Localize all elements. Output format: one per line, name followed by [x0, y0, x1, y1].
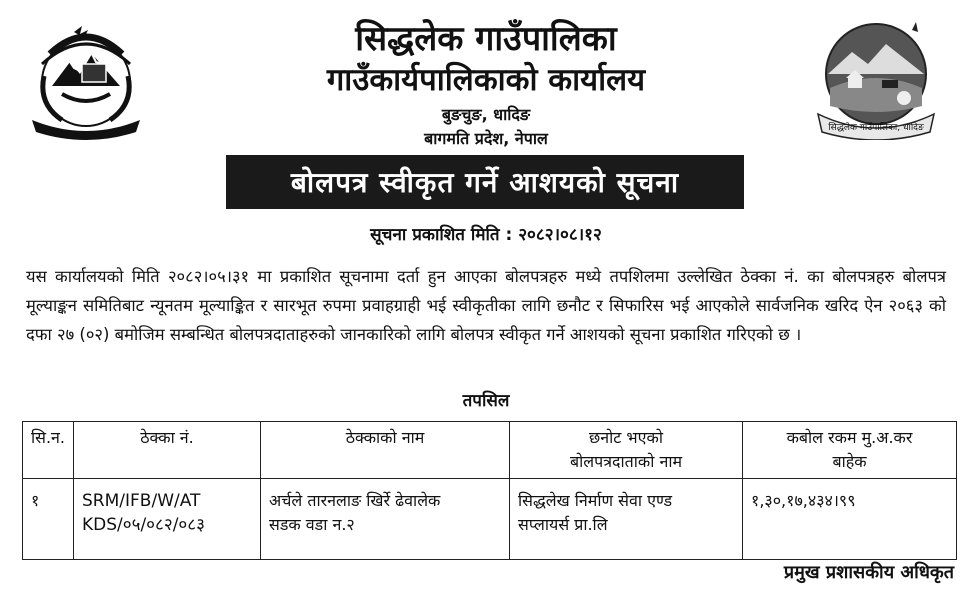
col-header-amount [743, 422, 957, 479]
col-header-bidder [510, 422, 743, 479]
table-heading: तपसिल [462, 391, 510, 411]
col-header-sn: सि.न. [23, 422, 74, 479]
municipality-name: सिद्धलेक गाउँपालिका [355, 19, 617, 59]
address-line-2: बागमति प्रदेश, नेपाल [424, 129, 548, 148]
table-row [23, 479, 957, 560]
cell-bidder-line2: सप्लायर्स प्रा.लि [518, 515, 608, 534]
cell-bidder-line1: सिद्धलेख निर्माण सेवा एण्ड [518, 491, 673, 510]
cell-contract-name [261, 479, 510, 560]
cell-contract-name-line1: अर्चले तारनलाङ खिर्रे ढेवालेक [269, 491, 441, 510]
notice-paragraph: यस कार्यालयको मिति २०८२।०५।३१ मा प्रकाशित सूचनामा दर्ता हुन आएका बोलपत्रहरु मध्ये तपशिलमा उल्लेखित ठेक्का नं. का बोलपत्रहरु बोलपत्र मूल्याङ्कन समितिबाट न्यूनतम मूल्याङ्कित र सारभूत रुपमा प्रवाहग्राही भई स्वीकृतीका लागि छनौट र सिफारिस भई आएकोले सार्वजनिक खरिद ऐन २०६३ को दफा २७ (०२) बमोजिम सम्बन्धित बोलपत्रदाताहरुको जानकारिको लागि बोलपत्र स्वीकृत गर्ने आशयको सूचना प्रकाशित गरिएको छ । [26, 267, 946, 344]
office-name: गाउँकार्यपालिकाको कार्यालय [326, 62, 646, 98]
col-header-contract-name: ठेक्काको नाम [261, 422, 510, 479]
signature-title: प्रमुख प्रशासकीय अधिकृत [783, 562, 954, 583]
notice-title: बोलपत्र स्वीकृत गर्ने आशयको सूचना [226, 155, 744, 209]
bid-table [22, 421, 957, 560]
published-date: सूचना प्रकाशित मिति : २०८२।०८।१२ [370, 225, 602, 245]
municipality-logo-caption: सिद्धलेक गाउँपालिका, धादिङ [828, 123, 924, 133]
cell-sn: १ [23, 479, 74, 560]
col-header-amount-line2: बाहेक [832, 452, 867, 471]
table-header-row [23, 422, 957, 479]
address-line-1: बुङचुङ, धादिङ [441, 105, 531, 124]
cell-contract-name-line2: सडक वडा न.२ [269, 515, 355, 534]
col-header-bidder-line2: बोलपत्रदाताको नाम [569, 452, 683, 471]
col-header-bidder-line1: छनोट भएको [589, 428, 663, 447]
col-header-amount-line1: कबोल रकम मु.अ.कर [786, 428, 913, 447]
cell-contract-no-line1: SRM/IFB/W/AT [82, 491, 201, 511]
office-header [0, 18, 972, 150]
cell-bidder [510, 479, 743, 560]
col-header-contract-no: ठेक्का नं. [74, 422, 261, 479]
cell-contract-no [74, 479, 261, 560]
cell-amount: १,३०,१७,४३४।९९ [743, 479, 957, 560]
cell-contract-no-line2: KDS/०५/०८२/०८३ [82, 515, 205, 535]
